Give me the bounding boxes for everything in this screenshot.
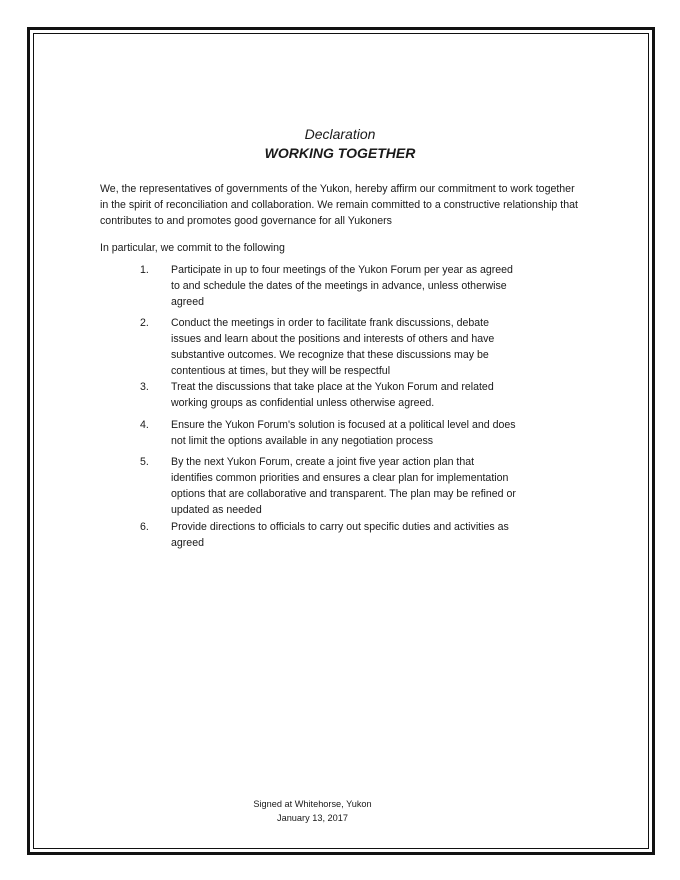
commitment-text: Conduct the meetings in order to facilitate frank discussions, debate issues and learn about the positions and interests of others and have substantive outcomes. We recognize that these discussions may be contentious at times, but they will be respectful [171,317,495,377]
commitment-number: 4. [140,419,149,431]
commitment-text: By the next Yukon Forum, create a joint five year action plan that identifies common priorities and ensures a clear plan for implementation options that are collaborative and transparent. The plan may be refined or updated as needed [171,456,516,516]
commitment-text: Provide directions to officials to carry out specific duties and activities as agreed [171,521,509,549]
document-heading: WORKING TOGETHER [264,145,416,161]
commitment-number: 2. [140,317,149,329]
preamble-paragraph: We, the representatives of governments of the Yukon, hereby affirm our commitment to work together in the spirit of reconciliation and collaboration. We remain committed to a constructive relationship that contributes to and promotes good governance for all Yukoners [100,183,578,227]
commitments-intro: In particular, we commit to the following [100,242,285,254]
commitment-text: Ensure the Yukon Forum's solution is focused at a political level and does not limit the options available in any negotiation process [171,419,516,447]
commitment-text: Treat the discussions that take place at the Yukon Forum and related working groups as confidential unless otherwise agreed. [171,381,494,409]
commitment-number: 1. [140,264,149,276]
commitment-text: Participate in up to four meetings of the Yukon Forum per year as agreed to and schedule the dates of the meetings in advance, unless otherwise agreed [171,264,513,308]
commitment-number: 3. [140,381,149,393]
document-title: Declaration [304,126,376,142]
signing-location: Signed at Whitehorse, Yukon [253,799,372,809]
commitment-number: 5. [140,456,149,468]
signing-date: January 13, 2017 [276,813,348,823]
commitment-number: 6. [140,521,149,533]
